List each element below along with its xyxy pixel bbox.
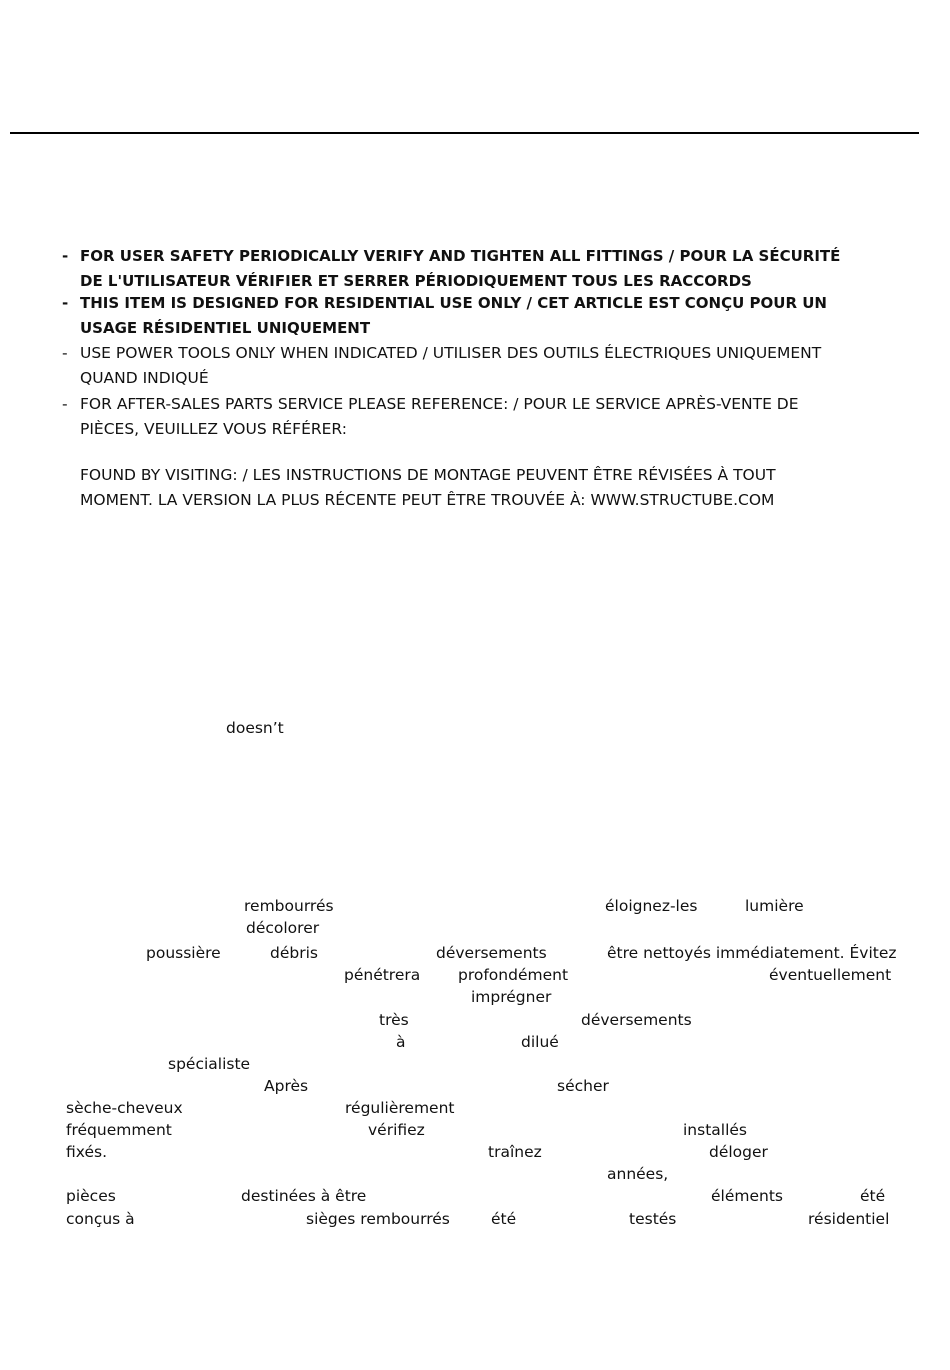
text-fragment: déversements bbox=[581, 1011, 692, 1029]
text-fragment: dilué bbox=[521, 1033, 559, 1051]
notice-line: USAGE RÉSIDENTIEL UNIQUEMENT bbox=[80, 319, 371, 337]
text-fragment: régulièrement bbox=[345, 1099, 455, 1117]
notice-line: USE POWER TOOLS ONLY WHEN INDICATED / UTILISER DES OUTILS ÉLECTRIQUES UNIQUEMENT bbox=[80, 344, 822, 362]
text-fragment: éventuellement bbox=[769, 966, 892, 984]
text-fragment: spécialiste bbox=[168, 1055, 251, 1073]
text-fragment: rembourrés bbox=[244, 897, 334, 915]
text-fragment: Après bbox=[264, 1077, 309, 1095]
notice-dash: - bbox=[62, 395, 68, 413]
text-fragment: traînez bbox=[488, 1143, 542, 1161]
text-fragment: conçus à bbox=[66, 1210, 135, 1228]
text-fragment: poussière bbox=[146, 944, 221, 962]
text-fragment: éloignez-les bbox=[605, 897, 698, 915]
notice-power-tools bbox=[62, 341, 912, 391]
text-fragment: été bbox=[491, 1210, 517, 1228]
notice-dash: - bbox=[62, 344, 68, 362]
text-fragment: installés bbox=[683, 1121, 748, 1139]
text-fragment: testés bbox=[629, 1210, 677, 1228]
notice-line: PIÈCES, VEUILLEZ VOUS RÉFÉRER: bbox=[80, 420, 347, 438]
text-fragment: sécher bbox=[557, 1077, 609, 1095]
notice-line: FOR USER SAFETY PERIODICALLY VERIFY AND TIGHTEN ALL FITTINGS / POUR LA SÉCURITÉ bbox=[80, 247, 841, 265]
text-fragment: été bbox=[860, 1187, 886, 1205]
text-fragment: pièces bbox=[66, 1187, 116, 1205]
text-fragment: à bbox=[396, 1033, 406, 1051]
notice-line: THIS ITEM IS DESIGNED FOR RESIDENTIAL USE ONLY / CET ARTICLE EST CONÇU POUR UN bbox=[80, 294, 827, 312]
notice-dash: - bbox=[62, 294, 69, 312]
text-fragment: fixés. bbox=[66, 1143, 107, 1161]
notice-after-sales bbox=[62, 392, 912, 442]
instructions-paragraph bbox=[80, 463, 776, 513]
instructions-line: MOMENT. LA VERSION LA PLUS RÉCENTE PEUT ÊTRE TROUVÉE À: WWW.STRUCTUBE.COM bbox=[80, 491, 775, 509]
text-fragment: déversements bbox=[436, 944, 547, 962]
text-fragment: sièges rembourrés bbox=[306, 1210, 450, 1228]
text-fragment: doesn’t bbox=[226, 719, 284, 737]
text-fragment: pénétrera bbox=[344, 966, 421, 984]
text-fragment: fréquemment bbox=[66, 1121, 172, 1139]
text-fragment: vérifiez bbox=[368, 1121, 425, 1139]
text-fragment: résidentiel bbox=[808, 1210, 890, 1228]
text-fragment: éléments bbox=[711, 1187, 783, 1205]
text-fragment: profondément bbox=[458, 966, 569, 984]
text-fragment: imprégner bbox=[471, 988, 552, 1006]
instructions-line: FOUND BY VISITING: / LES INSTRUCTIONS DE MONTAGE PEUVENT ÊTRE RÉVISÉES À TOUT bbox=[80, 466, 776, 484]
notice-dash: - bbox=[62, 247, 69, 265]
text-fragment: déloger bbox=[709, 1143, 768, 1161]
text-fragment: années, bbox=[607, 1165, 669, 1183]
notice-safety bbox=[62, 244, 912, 294]
text-fragment: sèche-cheveux bbox=[66, 1099, 183, 1117]
notice-line: QUAND INDIQUÉ bbox=[80, 369, 209, 387]
notice-residential bbox=[62, 291, 912, 341]
text-fragment: décolorer bbox=[246, 919, 320, 937]
text-fragment: débris bbox=[270, 944, 318, 962]
text-fragment: être nettoyés immédiatement. Évitez bbox=[607, 944, 897, 962]
header-rule bbox=[10, 132, 919, 134]
text-fragment: destinées à être bbox=[241, 1187, 367, 1205]
text-fragment: très bbox=[379, 1011, 409, 1029]
text-fragment: lumière bbox=[745, 897, 804, 915]
notice-line: DE L'UTILISATEUR VÉRIFIER ET SERRER PÉRIODIQUEMENT TOUS LES RACCORDS bbox=[80, 272, 752, 290]
notice-line: FOR AFTER-SALES PARTS SERVICE PLEASE REFERENCE: / POUR LE SERVICE APRÈS-VENTE DE bbox=[80, 395, 799, 413]
